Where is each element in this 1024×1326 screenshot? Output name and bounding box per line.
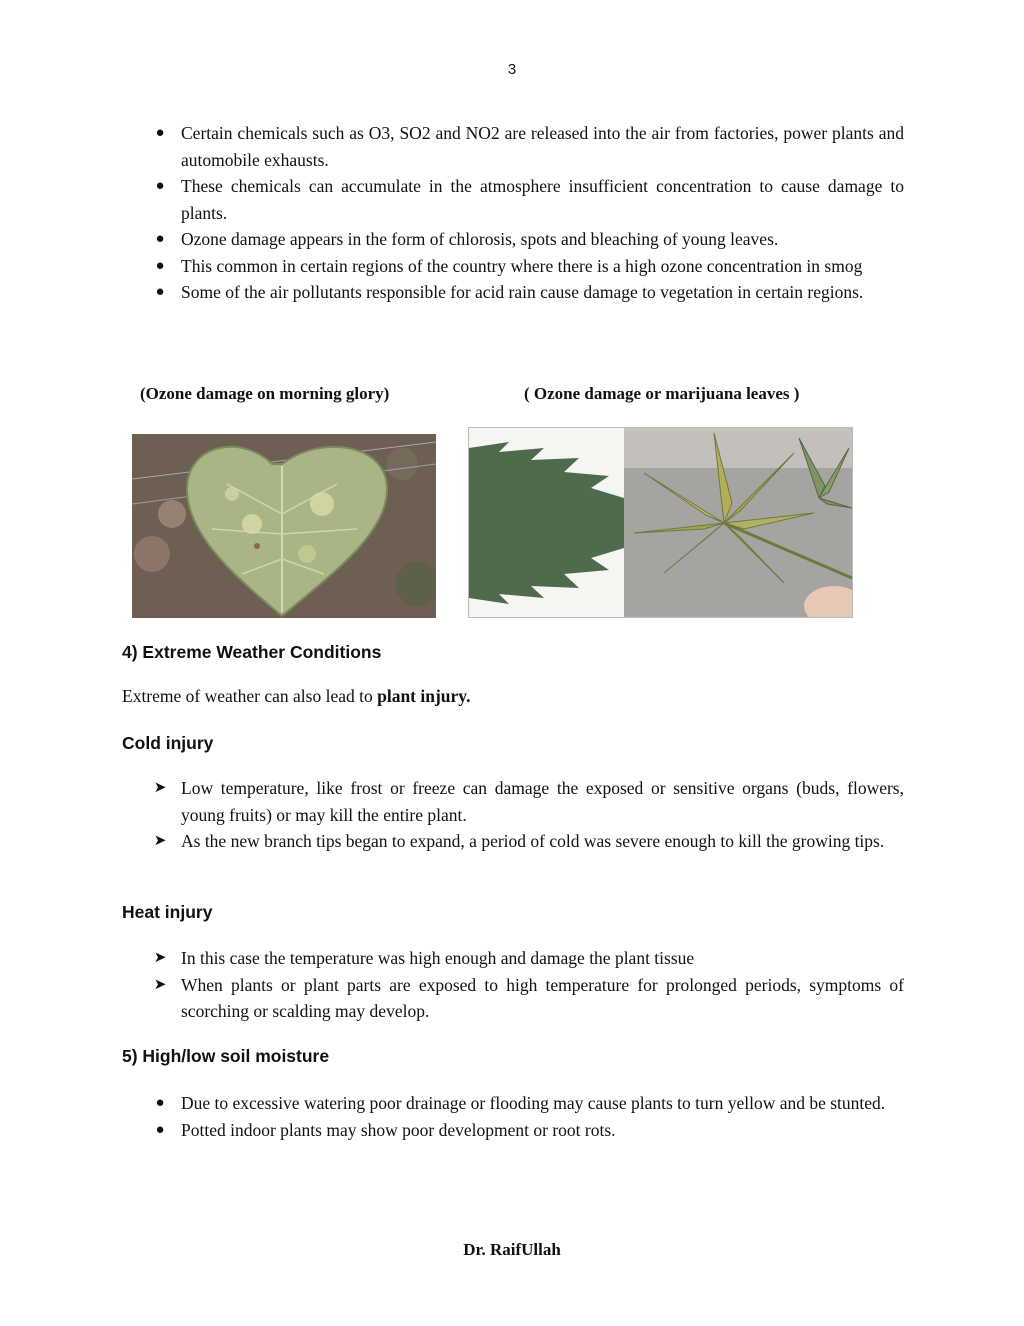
bullet-dot-icon: ● [155, 257, 165, 274]
morning-glory-caption: (Ozone damage on morning glory) [140, 384, 390, 403]
marijuana-leaf-illustration [469, 428, 852, 617]
list-item: ● Certain chemicals such as O3, SO2 and NO2 are released into the air from factories, power plants and automobile exhausts. [122, 120, 904, 173]
bullet-dot-icon: ● [155, 284, 165, 300]
bullet-dot-icon: ● [155, 231, 165, 247]
cold-injury-list [122, 775, 904, 855]
list-item: ● Potted indoor plants may show poor development or root rots. [122, 1117, 904, 1144]
soil-moisture-list [122, 1090, 904, 1143]
heat-injury-list [122, 945, 904, 1025]
bullet-dot-icon: ● [155, 125, 165, 141]
arrowhead-bullet-icon: ➤ [153, 780, 167, 796]
arrowhead-bullet-icon: ➤ [153, 950, 167, 966]
morning-glory-leaf-illustration [132, 434, 436, 618]
bullet-dot-icon: ● [155, 178, 165, 194]
list-item: ● This common in certain regions of the country where there is a high ozone concentration in smog [122, 253, 904, 280]
pollution-bullet-list [122, 120, 904, 306]
list-item: ➤ Low temperature, like frost or freeze can damage the exposed or sensitive organs (buds, flowers, young fruits) or may kill the entire plant. [122, 775, 904, 828]
section4-heading: 4) Extreme Weather Conditions [122, 642, 382, 662]
section5-heading: 5) High/low soil moisture [122, 1046, 330, 1066]
bullet-dot-icon: ● [155, 1095, 165, 1111]
list-item: ● Some of the air pollutants responsible for acid rain cause damage to vegetation in certain regions. [122, 279, 904, 306]
author-footer: Dr. RaifUllah [463, 1240, 561, 1259]
cold-injury-heading: Cold injury [122, 733, 214, 753]
arrowhead-bullet-icon: ➤ [153, 833, 167, 849]
heat-injury-heading: Heat injury [122, 902, 213, 922]
list-item: ● These chemicals can accumulate in the atmosphere insufficient concentration to cause damage to plants. [122, 173, 904, 226]
list-item: ● Ozone damage appears in the form of chlorosis, spots and bleaching of young leaves. [122, 226, 904, 253]
arrowhead-bullet-icon: ➤ [153, 976, 167, 993]
list-item: ➤ As the new branch tips began to expand, a period of cold was severe enough to kill the growing tips. [122, 828, 904, 855]
marijuana-leaf-photo [468, 427, 853, 618]
section4-intro: Extreme of weather can also lead to plant injury. [122, 686, 471, 706]
marijuana-caption: ( Ozone damage or marijuana leaves ) [524, 384, 800, 403]
list-item: ➤ When plants or plant parts are exposed to high temperature for prolonged periods, symptoms of scorching or scalding may develop. [122, 972, 904, 1025]
page-number: 3 [507, 61, 517, 78]
bullet-dot-icon: ● [155, 1121, 165, 1138]
list-item: ➤ In this case the temperature was high enough and damage the plant tissue [122, 945, 904, 972]
morning-glory-leaf-photo [132, 434, 436, 618]
list-item: ● Due to excessive watering poor drainage or flooding may cause plants to turn yellow and be stunted. [122, 1090, 904, 1117]
